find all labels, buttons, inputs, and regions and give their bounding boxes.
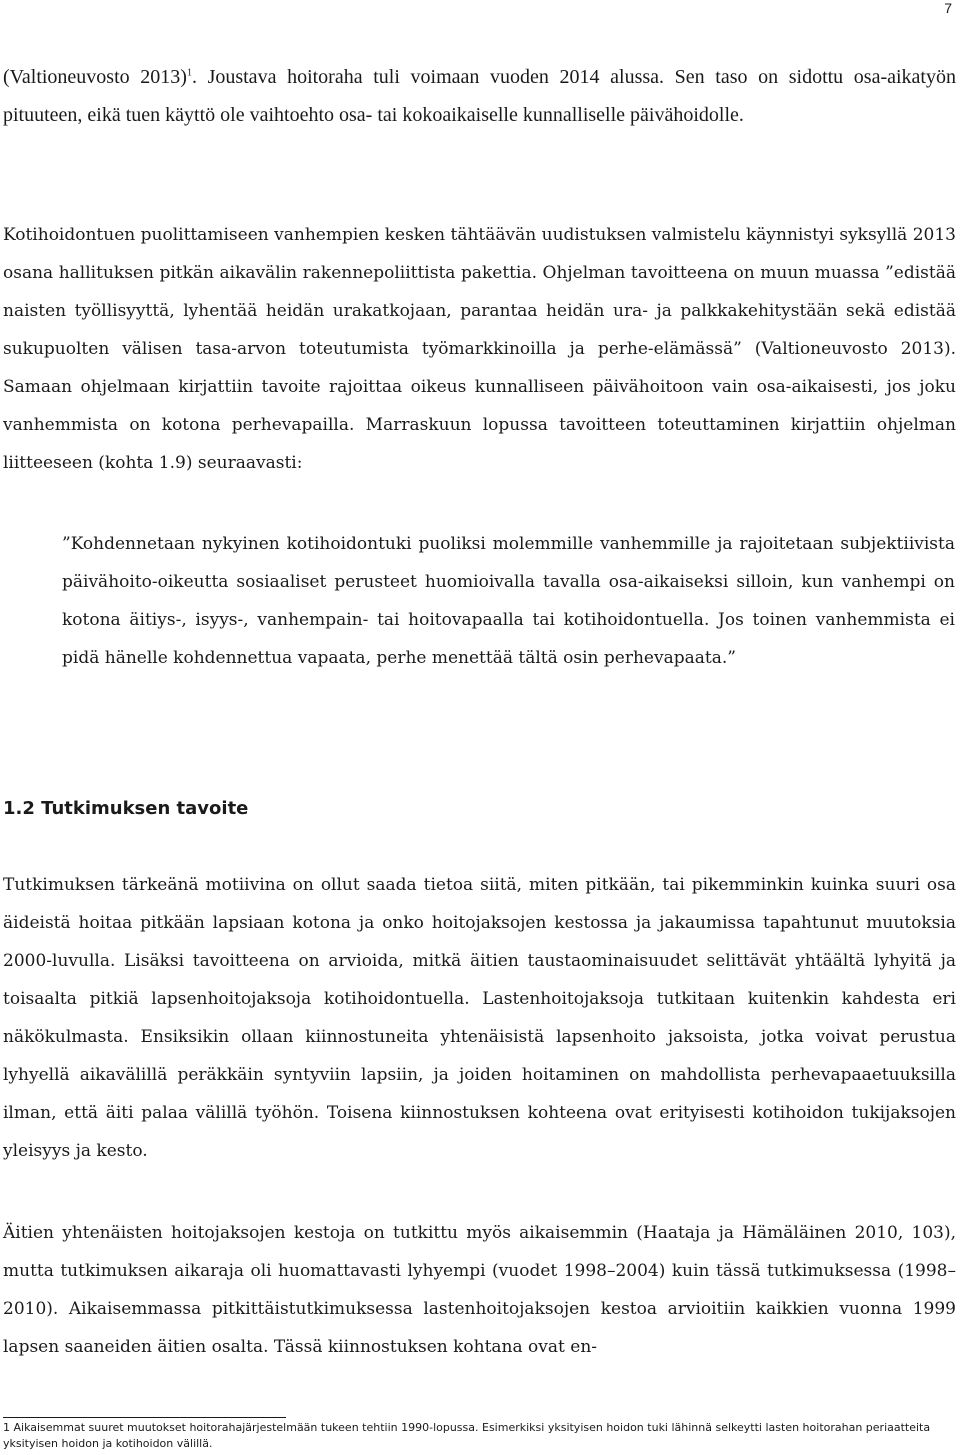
paragraph-2: Kotihoidontuen puolittamiseen vanhempien kesken tähtäävän uudistuksen valmistelu käynnistyi syksyllä 2013 osana hallituksen pitkän aikavälin rakennepoliittista pakettia. Ohjelman tavoitteena on muun muassa ”edistää naisten työllisyyttä, lyhentää heidän urakatkojaan, parantaa heidän ura- ja palkkakehitystään sekä edistää sukupuolten välisen tasa-arvon toteutumista työmarkkinoilla ja perhe-elämässä” (Valtioneuvosto 2013). Samaan ohjelmaan kirjattiin tavoite rajoittaa oikeus kunnalliseen päivähoitoon vain osa-aikaisesti, jos joku vanhemmista on kotona perhevapailla. Marraskuun lopussa tavoitteen toteuttaminen kirjattiin ohjelman liitteeseen (kohta 1.9) seuraavasti: <box>3 225 956 473</box>
page-number: 7 <box>944 0 952 16</box>
block-quote: ”Kohdennetaan nykyinen kotihoidontuki puoliksi molemmille vanhemmille ja rajoitetaan subjektiivista päivähoito-oikeutta sosiaaliset perusteet huomioivalla tavalla osa-aikaiseksi silloin, kun vanhempi on kotona äitiys-, isyys-, vanhempain- tai hoitovapaalla tai kotihoidontuella. Jos toinen vanhemmista ei pidä hänelle kohdennettua vapaata, perhe menettää tältä osin perhevapaata.” <box>62 534 955 668</box>
footnote: 1 Aikaisemmat suuret muutokset hoitorahajärjestelmään tukeen tehtiin 1990-lopussa. Esimerkiksi yksityisen hoidon tuki lähinnä selkeytti lasten hoitorahan periaatteita yksityisen hoidon ja kotihoidon välillä. <box>3 1421 931 1450</box>
paragraph-1-text-end: . Joustava hoitoraha tuli voimaan vuoden 2014 alussa. Sen taso on sidottu osa-aikatyön pituuteen, eikä tuen käyttö ole vaihtoehto osa- tai kokoaikaiselle kunnalliselle päivähoidolle. <box>3 66 956 126</box>
footnote-reference: 1 <box>186 67 192 79</box>
section-heading: 1.2 Tutkimuksen tavoite <box>3 798 249 819</box>
paragraph-1-text-start: (Valtioneuvosto 2013) <box>3 66 187 88</box>
paragraph-4: Äitien yhtenäisten hoitojaksojen kestoja on tutkittu myös aikaisemmin (Haataja ja Hämäläinen 2010, 103), mutta tutkimuksen aikaraja oli huomattavasti lyhyempi (vuodet 1998–2004) kuin tässä tutkimuksessa (1998–2010). Aikaisemmassa pitkittäistutkimuksessa lastenhoitojaksojen kestoa arvioitiin kaikkien vuonna 1999 lapsen saaneiden äitien osalta. Tässä kiinnostuksen kohtana ovat en- <box>3 1223 956 1357</box>
paragraph-3: Tutkimuksen tärkeänä motiivina on ollut saada tietoa siitä, miten pitkään, tai pikemminkin kuinka suuri osa äideistä hoitaa pitkään lapsiaan kotona ja onko hoitojaksojen kestossa ja jakaumissa tapahtunut muutoksia 2000-luvulla. Lisäksi tavoitteena on arvioida, mitkä äitien taustaominaisuudet selittävät yhtäältä lyhyitä ja toisaalta pitkiä lapsenhoitojaksoja kotihoidontuella. Lastenhoitojaksoja tutkitaan kuitenkin kahdesta eri näkökulmasta. Ensiksikin ollaan kiinnostuneita yhtenäisistä lapsenhoito jaksoista, jotka voivat perustua lyhyellä aikavälillä peräkkäin syntyviin lapsiin, ja joiden hoitaminen on mahdollista perhevapaaetuuksilla ilman, että äiti palaa välillä työhön. Toisena kiinnostuksen kohteena ovat erityisesti kotihoidon tukijaksojen yleisyys ja kesto. <box>3 875 956 1161</box>
footnote-divider <box>3 1417 286 1418</box>
paragraph-1 <box>3 58 956 134</box>
